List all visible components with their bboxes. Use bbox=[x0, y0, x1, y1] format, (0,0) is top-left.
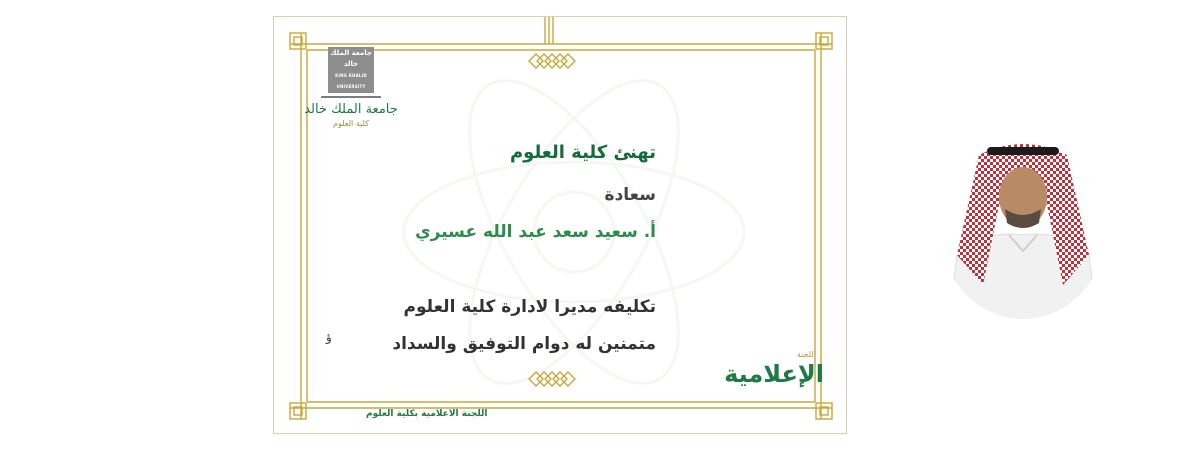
emblem-english: KING KHALID UNIVERSITY bbox=[335, 73, 367, 89]
faculty-name: كلية العلوم bbox=[333, 119, 369, 128]
person-name: أ. سعيد سعد عبد الله عسيري bbox=[415, 222, 656, 242]
university-name: جامعة الملك خالد bbox=[304, 102, 398, 117]
media-logo-script: الإعلامية bbox=[724, 360, 824, 388]
university-emblem bbox=[328, 47, 374, 93]
congratulation-card bbox=[273, 16, 847, 434]
wishes-text: متمنين له دوام التوفيق والسداد bbox=[392, 334, 656, 354]
top-diamond-ornament bbox=[529, 54, 575, 68]
media-committee-logo bbox=[724, 350, 824, 389]
emblem-underline bbox=[321, 96, 381, 98]
footer-credit: اللجنة الاعلامية بكلية العلوم bbox=[366, 409, 488, 419]
stray-mark: ؤ bbox=[326, 330, 332, 344]
media-logo-label: اللجنة bbox=[796, 350, 816, 359]
honorific-title: سعادة bbox=[604, 185, 656, 205]
congrats-heading: تهنئ كلية العلوم bbox=[509, 142, 656, 163]
portrait-photo bbox=[939, 135, 1107, 320]
emblem-arabic: جامعة الملك خالد bbox=[330, 49, 372, 68]
appointment-text: تكليفه مديرا لادارة كلية العلوم bbox=[403, 297, 656, 317]
university-logo bbox=[302, 47, 400, 128]
